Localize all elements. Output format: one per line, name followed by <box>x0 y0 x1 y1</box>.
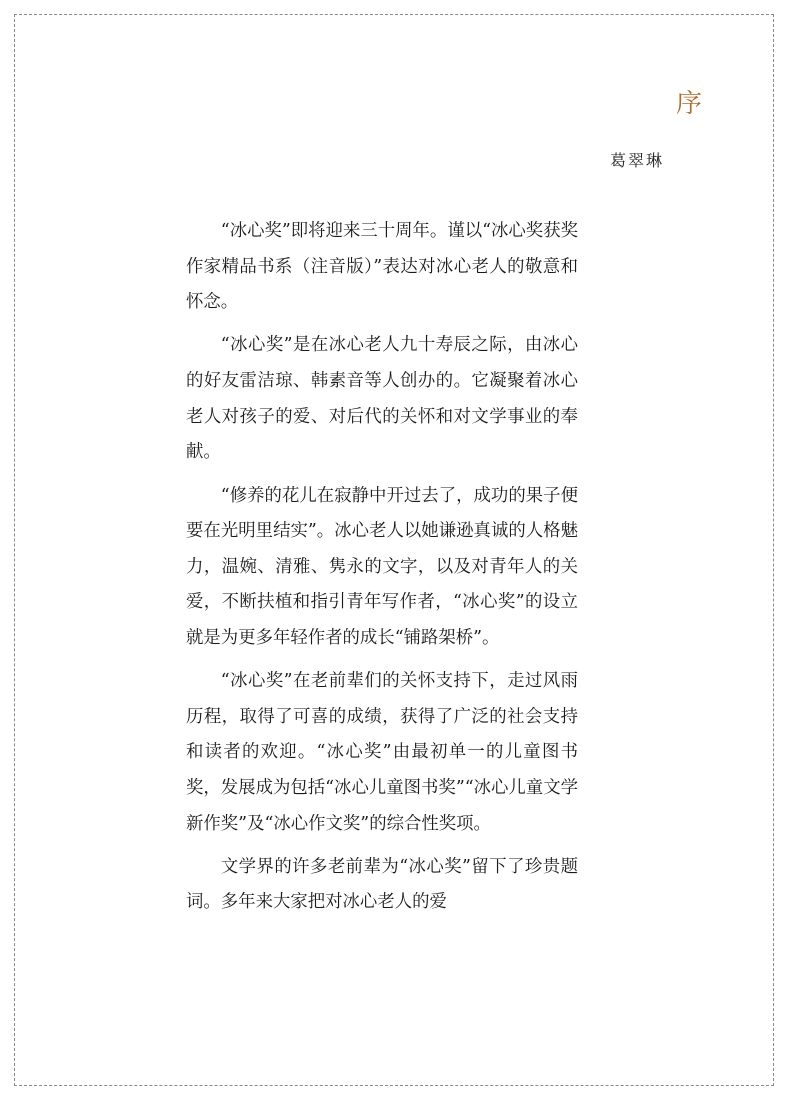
paragraph-2: “冰心奖”是在冰心老人九十寿辰之际，由冰心的好友雷洁琼、韩素音等人创办的。它凝聚着冰心老人对孩子的爱、对后代的关怀和对文学事业的奉献。 <box>186 335 578 463</box>
author-name: 葛翠琳 <box>609 151 664 170</box>
preface-body <box>186 214 578 929</box>
page-title: 序 <box>675 89 704 119</box>
paragraph-5: 文学界的许多老前辈为“冰心奖”留下了珍贵题词。多年来大家把对冰心老人的爱 <box>186 856 578 913</box>
paragraph-4: “冰心奖”在老前辈们的关怀支持下，走过风雨历程，取得了可喜的成绩，获得了广泛的社会支持和读者的欢迎。“冰心奖”由最初单一的儿童图书奖，发展成为包括“冰心儿童图书奖”“冰心儿童文学新作奖”及“冰心作文奖”的综合性奖项。 <box>186 671 578 834</box>
paragraph-3: “修养的花儿在寂静中开过去了，成功的果子便要在光明里结实”。冰心老人以她谦逊真诚的人格魅力，温婉、清雅、隽永的文字，以及对青年人的关爱，不断扶植和指引青年写作者，“冰心奖”的设立就是为更多年轻作者的成长“铺路架桥”。 <box>186 485 578 648</box>
paragraph-1: “冰心奖”即将迎来三十周年。谨以“冰心奖获奖作家精品书系（注音版）”表达对冰心老人的敬意和怀念。 <box>186 221 578 313</box>
